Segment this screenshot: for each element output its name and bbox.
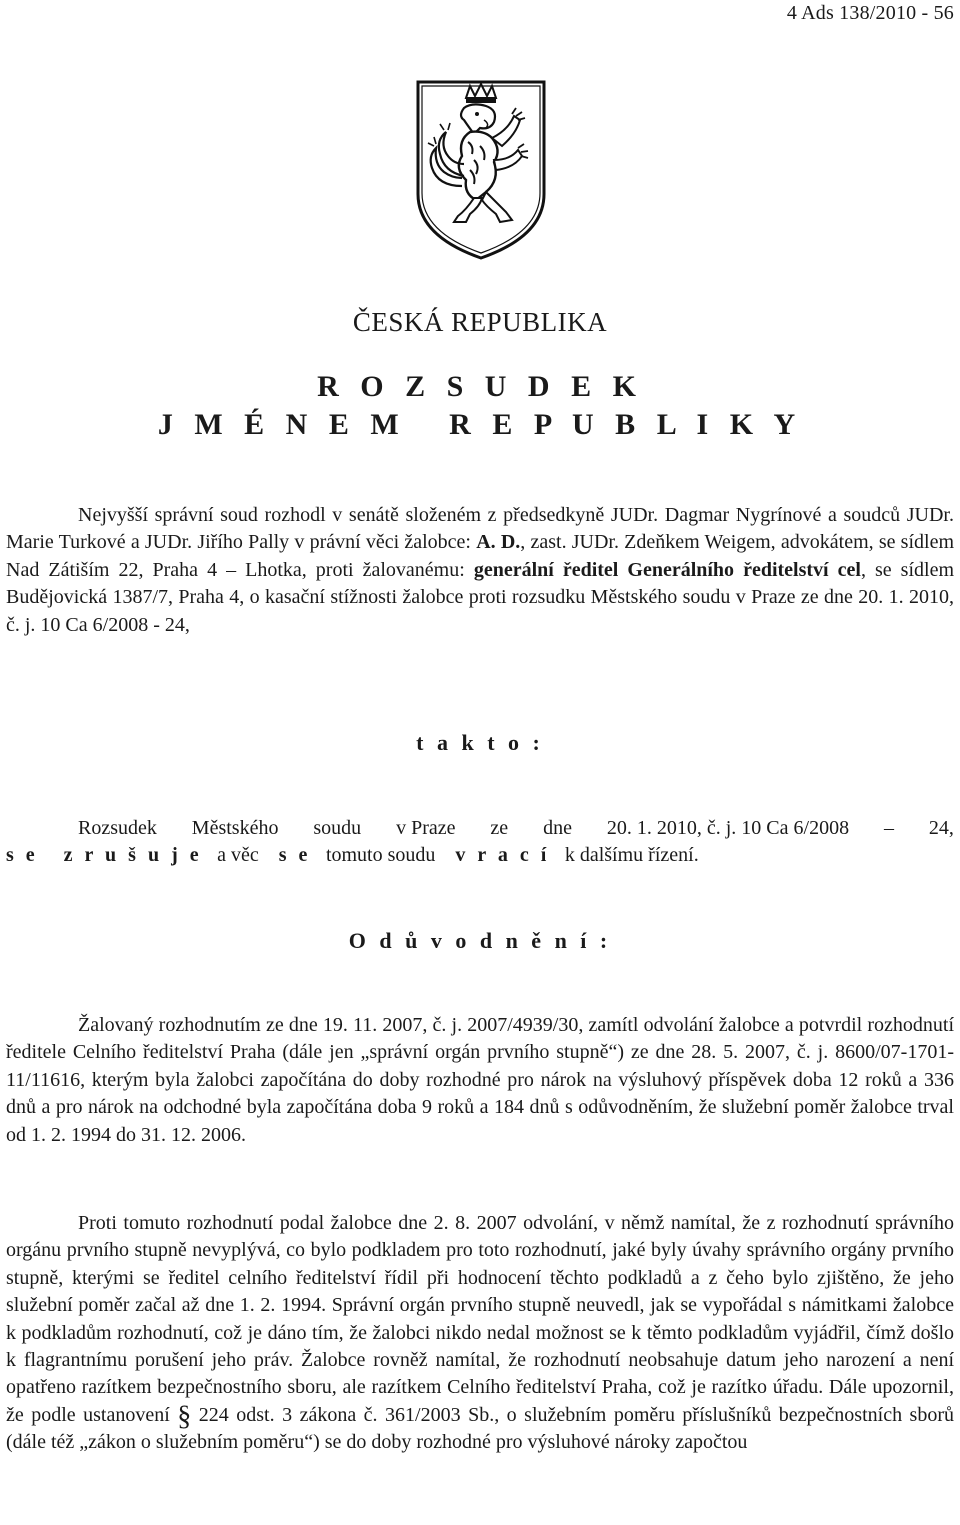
czech-coat-of-arms-lion-icon [414,76,548,262]
intro-text-2: , zast. JUDr. Zdeňkem Weigem, advokátem, se sídlem Nad Zátiším 22, Praha 4 – Lhotka, proti žalovanému: [6,531,954,581]
ruling-word: 20. 1. 2010, č. j. 10 Ca 6/2008 [606,817,850,839]
ruling-se: s e [278,844,311,867]
intro-text-3: , se sídlem Budějovická 1387/7, Praha 4, o kasační stížnosti žalobce proti rozsudku Městského soudu v Praze ze dne 20. 1. 2010, č. j. 10 Ca 6/2008 - 24, [6,558,954,636]
ruling-word: v Praze [396,817,456,839]
justification-heading: O d ů v o d n ě n í : [348,928,612,953]
ruling-word: ze [490,817,509,839]
ruling-word: Městského [191,817,279,839]
intro-paragraph [6,502,954,639]
ruling-word: dne [543,817,572,839]
title-line-2: J M É N E M R E P U B L I K Y [157,408,803,441]
ruling-word: soudu [313,817,362,839]
country-name: ČESKÁ REPUBLIKA [352,307,608,337]
ruling-vraci: v r a c í [455,844,550,867]
ruling-mid-1: a věc [217,844,259,867]
ruling-end: k dalšímu řízení. [564,844,699,867]
case-number: 4 Ads 138/2010 - 56 [786,2,954,24]
plaintiff-name: A. D. [476,531,521,554]
ruling [6,815,954,870]
paragraph-2-text-a: Proti tomuto rozhodnutí podal žalobce dne 2. 8. 2007 odvolání, v němž namítal, že z rozhodnutí správního orgánu prvního stupně nevyplývá, co bylo podkladem pro toto rozhodnutí, jaké byly úvahy správního orgány prvního stupně, kterými se ředitel celního ředitelství řídil při hodnocení těchto podkladů a z čeho bylo zjištěno, že jeho služební poměr začal až dne 1. 2. 1994. Správní orgán prvního stupně neuvedl, jak se vypořádal s námitkami žalobce k podkladům rozhodnutí, což je dáno tím, že žalobci nikdo nedal možnost se k těmto podkladům vyjádřil, čímž došlo k flagrantnímu porušení jeho práv. Žalobce rovněž namítal, že rozhodnutí neobsahuje datum jeho narození a není opatřeno razítkem bezpečnostního sboru, ale razítkem Celního ředitelství Praha, což je razítko úřadu. Dále upozornil, že podle ustanovení [6,1212,954,1426]
ruling-line-1 [6,815,954,842]
defendant-name: generální ředitel Generálního ředitelství cel [473,558,861,581]
paragraph-2 [6,1210,954,1457]
ruling-word: Rozsudek [78,817,157,839]
ruling-word: – [884,817,894,839]
document-title [0,368,960,444]
title-line-1: R O Z S U D E K [317,370,643,403]
ruling-line-2 [6,842,954,869]
ruling-mid-2: tomuto soudu [325,844,436,867]
section-symbol: § [177,1400,192,1432]
ruling-zrusuje: s e z r u š u j e [6,844,203,867]
intro-text-1: Nejvyšší správní soud rozhodl v senátě složeném z předsedkyně JUDr. Dagmar Nygrínové a soudců JUDr. Marie Turkové a JUDr. Jiřího Pally v právní věci žalobce: [6,504,954,554]
takto-heading: t a k t o : [416,730,544,755]
paragraph-1: Žalovaný rozhodnutím ze dne 19. 11. 2007, č. j. 2007/4939/30, zamítl odvolání žalobce a potvrdil rozhodnutí ředitele Celního ředitelství Praha (dále jen „správní orgán prvního stupně“) ze dne 28. 5. 2007, č. j. 8600/07-1701-11/11616, kterým byla žalobci započítána do doby rozhodné pro nárok na výsluhový příspěvek doba 12 roků a 336 dnů a pro nárok na odchodné byla započítána doba 9 roků a 184 dnů s odůvodněním, že služební poměr žalobce trval od 1. 2. 1994 do 31. 12. 2006. [6,1014,954,1146]
ruling-word: 24, [928,817,954,839]
paragraph-2-text-b: 224 odst. 3 zákona č. 361/2003 Sb., o služebním poměru příslušníků bezpečnostních sborů (dále též „zákon o služebním poměru“) se do doby rozhodné pro výsluhové nároky započtou [6,1403,955,1454]
